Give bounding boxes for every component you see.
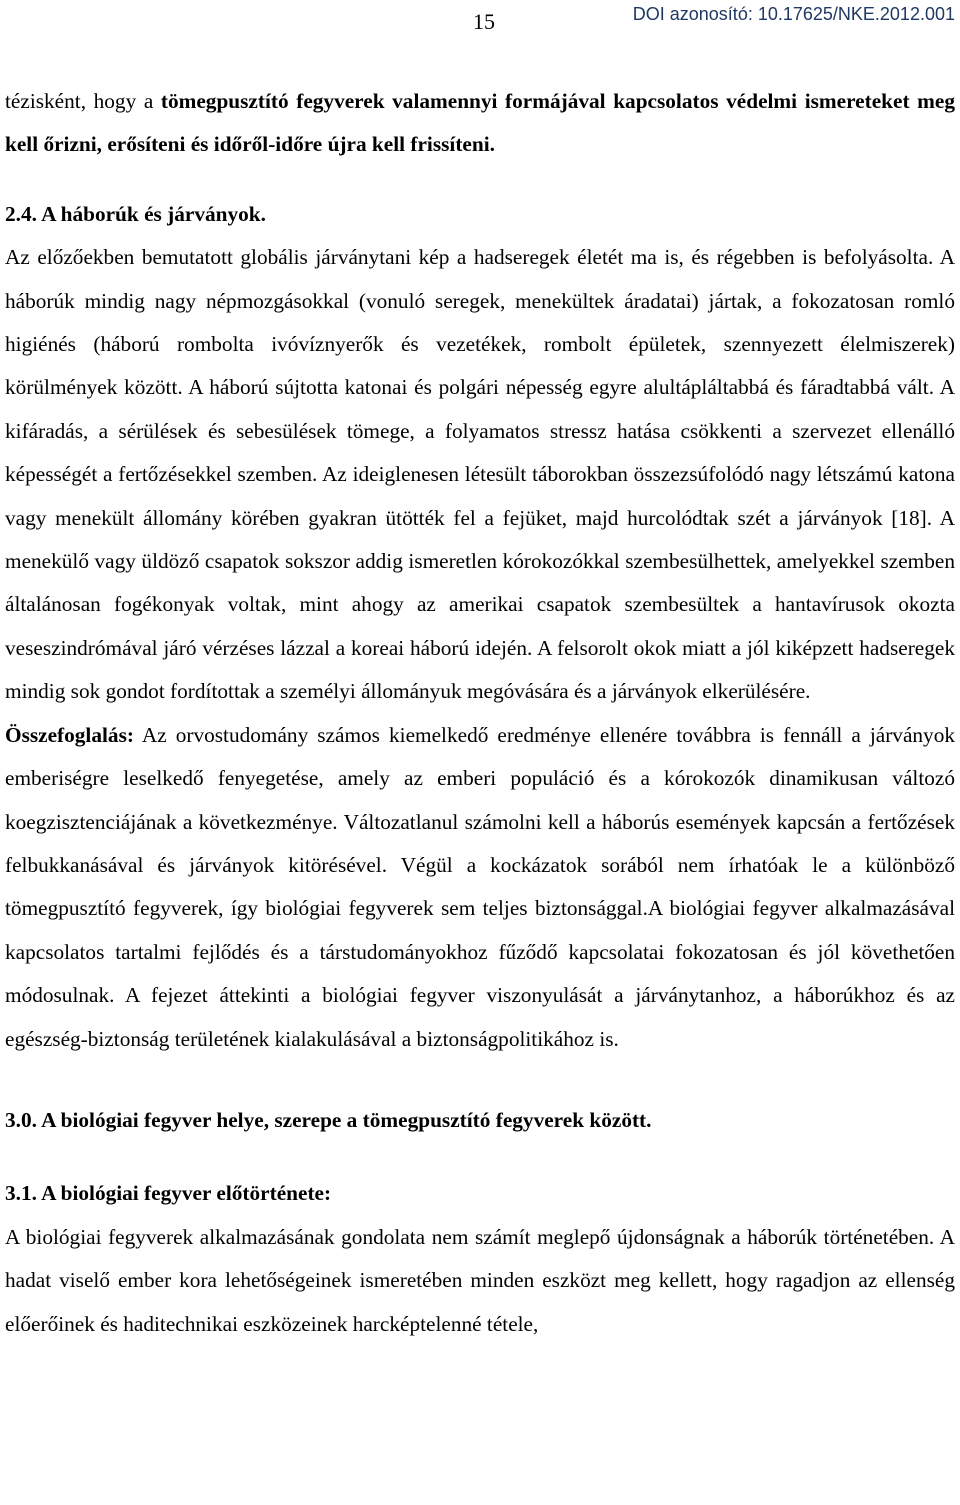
- intro-bold-text: tömegpusztító fegyverek valamennyi formájával kapcsolatos védelmi ismereteket meg kell őrizni, erősíteni és időről-időre újra kell frissíteni.: [5, 89, 955, 157]
- document-body: [5, 80, 955, 1346]
- paragraph-summary: [5, 714, 955, 1061]
- section-heading-2-4: 2.4. A háborúk és járványok.: [5, 201, 266, 226]
- summary-text: Az orvostudomány számos kiemelkedő eredménye ellenére továbbra is fennáll a járványok emberiségre leselkedő fenyegetése, amely az emberi populáció és a kórokozók dinamikusan változó koegzisztenciájának a következménye. Változatlanul számolni kell a háborús események kapcsán a fertőzések felbukkanásával és járványok kitörésével. Végül a kockázatok sorából nem írhatóak le a különböző tömegpusztító fegyverek, így biológiai fegyverek sem teljes biztonsággal.A biológiai fegyver alkalmazásával kapcsolatos tartalmi fejlődés és a társtudományokhoz fűződő kapcsolatai fokozatosan és jól követhetően módosulnak. A fejezet áttekinti a biológiai fegyver viszonyulását a járványtanhoz, a háborúkhoz és az egészség-biztonság területének kialakulásával a biztonságpolitikához is.: [5, 722, 955, 1051]
- page-number: 15: [473, 9, 495, 34]
- paragraph-wars-epidemics: Az előzőekben bemutatott globális járványtani kép a hadseregek életét ma is, és régebben is befolyásolta. A háborúk mindig nagy népmozgásokkal (vonuló seregek, menekültek áradatai) jártak, a fokozatosan romló higiénés (háború rombolta ivóvíznyerők és vezetékek, rombolt épületek, szennyezett élelmiszerek) körülmények között. A háború sújtotta katonai és polgári népesség egyre alultápláltabbá és fáradtabbá vált. A kifáradás, a sérülések és sebesülések tömege, a folyamatos stressz hatása csökkenti a szervezet ellenálló képességét a fertőzésekkel szemben. Az ideiglenesen létesült táborokban összezsúfolódó nagy létszámú katona vagy menekült állomány körében gyakran ütötték fel a fejüket, majd hurcolódtak szét a járványok [18]. A menekülő vagy üldöző csapatok sokszor addig ismeretlen kórokozókkal szembesülhettek, amelyekkel szemben általánosan fogékonyak voltak, mint ahogy az amerikai csapatok szembesültek a hantavírusok okozta veseszindrómával járó vérzéses lázzal a koreai háború idején. A felsorolt okok miatt a jól kiképzett hadseregek mindig sok gondot fordítottak a személyi állományuk megóvására és a járványok elkerülésére.: [5, 245, 955, 704]
- section-heading-3-0: 3.0. A biológiai fegyver helye, szerepe a tömegpusztító fegyverek között.: [5, 1107, 652, 1132]
- doi-header: DOI azonosító: 10.17625/NKE.2012.001: [632, 4, 955, 24]
- section-heading-3-1: 3.1. A biológiai fegyver előtörténete:: [5, 1181, 332, 1206]
- paragraph-history: A biológiai fegyverek alkalmazásának gondolata nem számít meglepő újdonságnak a háborúk történetében. A hadat viselő ember kora lehetőségeinek ismeretében minden eszközt meg kellett, hogy ragadjon az ellenség előerőinek és haditechnikai eszközeinek harcképtelenné tétele,: [5, 1224, 955, 1336]
- summary-label: Összefoglalás:: [5, 722, 134, 747]
- paragraph-intro: [5, 80, 955, 167]
- intro-text: tézisként, hogy a: [5, 89, 161, 113]
